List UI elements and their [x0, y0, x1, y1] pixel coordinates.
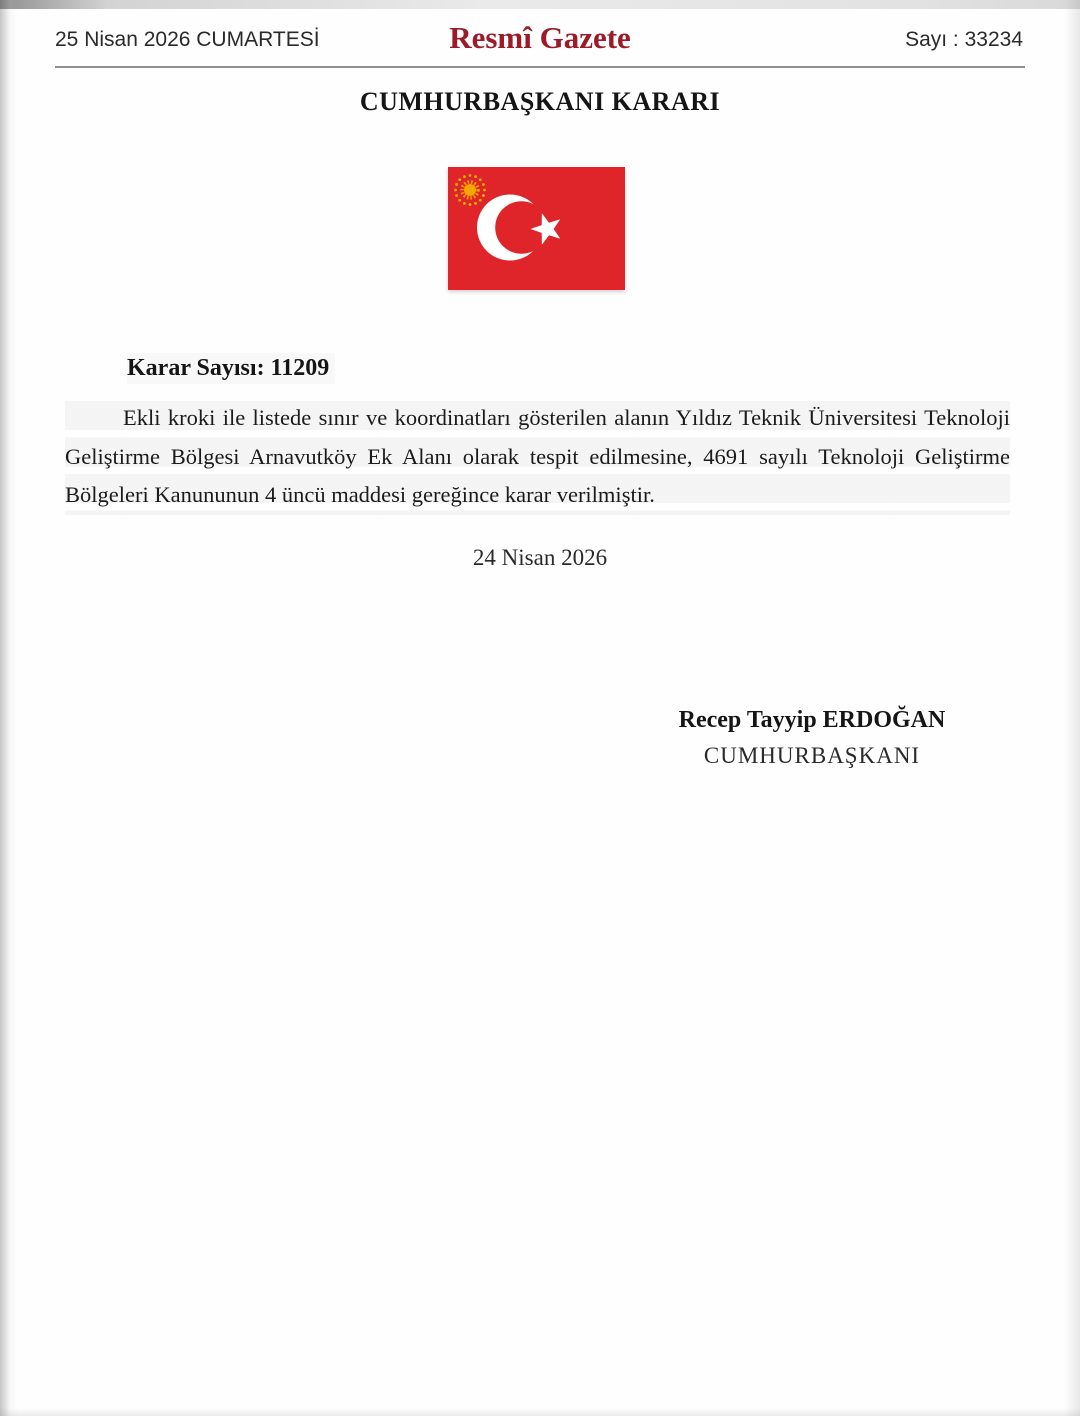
turkish-presidential-flag-image	[448, 167, 625, 290]
decision-body-text: Ekli kroki ile listede sınır ve koordinatları gösterilen alanın Yıldız Teknik Üniversitesi Teknoloji Geliştirme Bölgesi Arnavutköy Ek Alanı olarak tespit edilmesine, 4691 sayılı Teknoloji Geliştirme Bölgeleri Kanununun 4 üncü maddesi gereğince karar verilmiştir.	[65, 399, 1010, 515]
document-title: CUMHURBAŞKANI KARARI	[359, 87, 721, 116]
signature-block	[612, 707, 1012, 769]
scan-edge-bottom	[0, 1408, 1080, 1416]
signatory-name: Recep Tayyip ERDOĞAN	[678, 707, 946, 733]
decision-number: Karar Sayısı: 11209	[127, 353, 335, 384]
scan-edge-top	[0, 0, 1080, 9]
signatory-title: CUMHURBAŞKANI	[703, 743, 921, 768]
gazette-date: 25 Nisan 2026 CUMARTESİ	[55, 28, 320, 51]
gazette-masthead: Resmî Gazete	[449, 20, 631, 55]
turkish-flag-graphic	[448, 167, 625, 290]
scan-edge-right	[1064, 0, 1080, 1416]
decision-date: 24 Nisan 2026	[472, 545, 608, 570]
scan-edge-left	[0, 0, 18, 1416]
header-divider	[55, 66, 1025, 68]
gazette-issue-number: Sayı : 33234	[905, 28, 1023, 51]
